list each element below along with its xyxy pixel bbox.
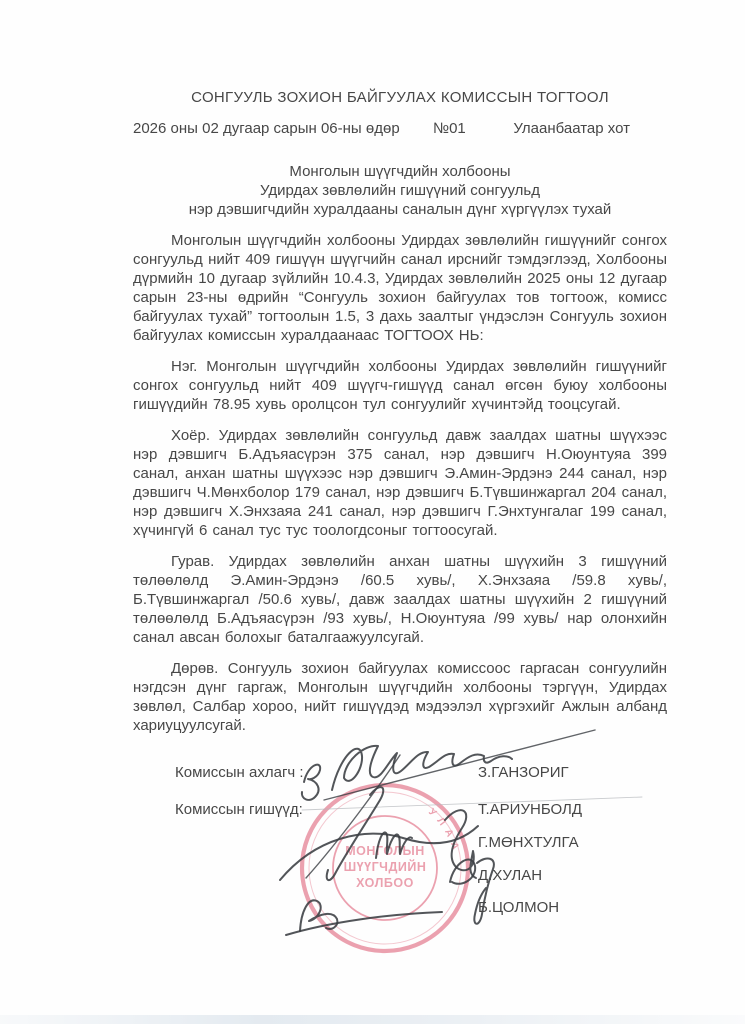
paragraph-one: Нэг. Монголын шүүгчдийн холбооны Удирдах зөвлөлийн гишүүнийг сонгох сонгуульд нийт 409 шүүгч-гишүүд санал өгсөн буюу холбооны гишүүдийн 78.95 хувь оролцсон тул сонгуулийг хүчинтэйд тооцсугай.: [133, 358, 667, 413]
paragraph-four: Дөрөв. Сонгууль зохион байгуулах комиссоос гаргасан сонгуулийн нэгдсэн дүнг гаргаж, Монголын шүүгчдийн холбооны тэргүүн, Удирдах зөвлөл, Салбар хороо, нийт гишүүдэд мэдээлэл хүргэхийг Ажлын албанд хариуцуулсугай.: [133, 660, 667, 734]
paragraph-two: Хоёр. Удирдах зөвлөлийн сонгуульд давж заалдах шатны шүүхээс нэр дэвшигч Б.Адъяасүрэн 375 санал, нэр дэвшигч Н.Оюунтуяа 399 санал, анхан шатны шүүхээс нэр дэвшигч Э.Амин-Эрдэнэ 244 санал, нэр дэвшигч Ч.Мөнхболор 179 санал, нэр дэвшигч Б.Түвшинжаргал 204 санал, нэр дэвшигч Х.Энхзаяа 241 санал, нэр дэвшигч Г.Энхтунгалаг 199 санал, хүчингүй 6 санал тус тус тоологдсоныг тогтоосугай.: [133, 427, 667, 539]
member-signature-ink: [376, 832, 412, 858]
subject-line-2: Удирдах зөвлөлийн гишүүний сонгуульд: [260, 182, 540, 199]
chair-name: З.ГАНЗОРИГ: [478, 764, 569, 781]
member-name: Д.ХУЛАН: [478, 867, 543, 884]
stamp-text-line-3: ХОЛБОО: [356, 876, 414, 890]
stamp-text-line-1: МОНГОЛЫН: [345, 844, 425, 858]
document-title: СОНГУУЛЬ ЗОХИОН БАЙГУУЛАХ КОМИССЫН ТОГТООЛ: [191, 89, 609, 106]
content-area: [133, 0, 667, 735]
handwritten-signatures: [240, 700, 700, 970]
member-name: Т.АРИУНБОЛД: [478, 801, 582, 818]
member-name: Б.ЦОЛМОН: [478, 899, 560, 916]
member-signature-ink: [445, 810, 476, 878]
chair-label: Комиссын ахлагч :: [175, 764, 304, 781]
member-name: Г.МӨНХТУЛГА: [478, 834, 579, 851]
document-city: Улаанбаатар хот: [513, 120, 630, 137]
subject-block: [133, 162, 667, 219]
meta-row: [133, 119, 667, 138]
chair-signature-ink: [302, 765, 320, 800]
document-number: №01: [433, 120, 466, 137]
scan-pencil-line: [302, 797, 642, 810]
member-signature-ink: [286, 912, 442, 935]
scan-edge-artifact: [0, 1015, 745, 1024]
document-date: 2026 оны 02 дугаар сарын 06-ны өдөр: [133, 120, 400, 137]
stamp-text-line-2: ШҮҮГЧДИЙН: [343, 860, 427, 874]
members-label: Комиссын гишүүд:: [175, 801, 303, 818]
stamp-ring-letters: УЛАА: [426, 806, 462, 857]
paragraph-preamble: Монголын шүүгчдийн холбооны Удирдах зөвлөлийн гишүүнийг сонгох сонгуульд нийт 409 гишүүн шүүгчийн санал ирснийг тэмдэглээд, Холбооны дүрмийн 10 дугаар зүйлийн 10.4.3, Удирдах зөвлөлийн 2025 оны 12 дугаар сарын 23-ны өдрийн “Сонгууль зохион байгуулах тов тогтоож, комисс байгуулах тухай” тогтоолын 1.5, 3 дахь заалтыг үндэслэн Сонгууль зохион байгуулах комиссын хуралдаанаас ТОГТООХ НЬ:: [133, 232, 667, 344]
paragraph-three: Гурав. Удирдах зөвлөлийн анхан шатны шүүхийн 3 гишүүний төлөөлөлд Э.Амин-Эрдэнэ /60.5 хувь/, Х.Энхзаяа /59.8 хувь/, Б.Түвшинжаргал /50.6 хувь/, давж заалдах шатны шүүхийн 2 гишүүний төлөөлөлд Б.Адъяасүрэн /93 хувь/, Н.Оюунтуяа /99 хувь/ нар олонхийн санал авсан болохыг баталгаажуулсугай.: [133, 553, 667, 646]
subject-line-1: Монголын шүүгчдийн холбооны: [289, 163, 511, 180]
member-signature-ink: [306, 755, 400, 878]
member-signature-ink: [280, 826, 478, 880]
subject-line-3: нэр дэвшигчдийн хуралдааны саналын дүнг хүргүүлэх тухай: [188, 201, 612, 218]
